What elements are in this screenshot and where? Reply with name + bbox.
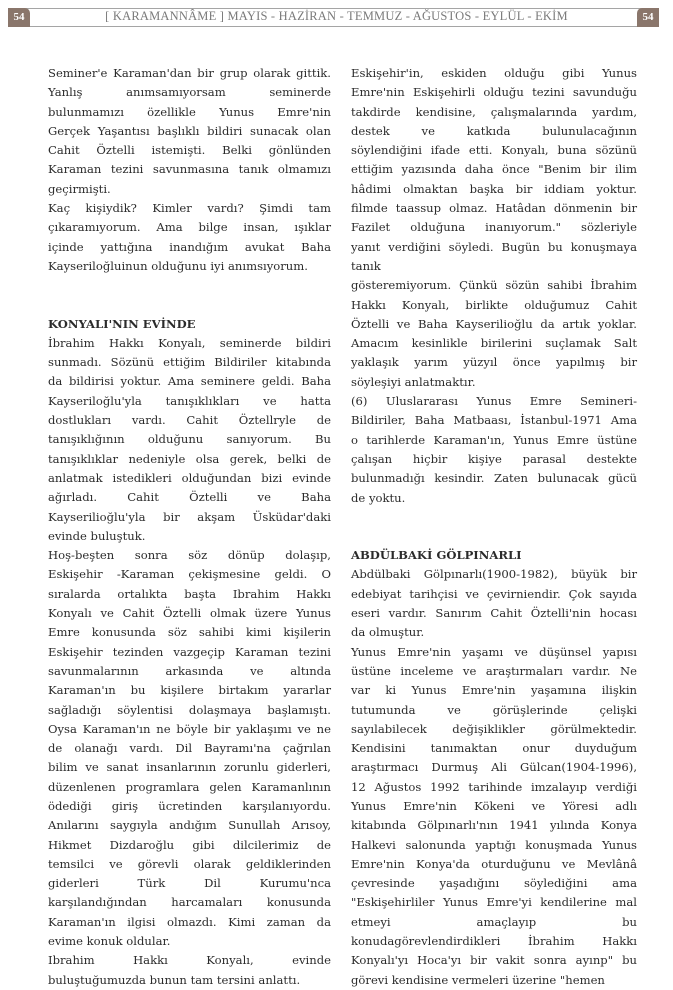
text-line: o tarihlerde Karaman'ın, Yunus Emre üstüne (351, 432, 637, 447)
text-line: Kendisini tanımaktan onur duyduğum (351, 741, 637, 756)
text-line: tutumunda ve görüşlerinde çelişki (351, 702, 637, 717)
text-line: görevi kendisine vermeleri üzerine "hemen (351, 972, 605, 987)
text-line: savunmalarının arkasında ve altında (48, 663, 331, 678)
text-line: filmde taassup olmaz. Hatâdan dönmenin bir (351, 201, 637, 216)
text-line: temsilci ve görevli olarak geldiklerinden (48, 856, 331, 871)
text-line: da bildirisi yoktur. Ama seminere geldi. Baha (48, 374, 331, 389)
footnote (351, 392, 637, 508)
text-line: ağırladı. Cahit Öztelli ve Baha (48, 490, 331, 505)
text-line: sıralarda ortalıkta başta Ibrahim Hakkı (48, 586, 331, 601)
text-line: Emre konusunda söz sahibi kimi kişilerin (48, 625, 331, 640)
text-line: Emre'nin Eskişehirli olduğu tezini savunduğu (351, 85, 637, 100)
page-number-right: 54 (637, 8, 659, 27)
text-line: giderleri Türk Dil Kurumu'nca (48, 876, 331, 891)
text-line: yaklaşık yarım yüzyıl önce yapılmış bir (351, 355, 637, 370)
text-line: anlatmak istedikleri olduğundan bizi evinde (48, 470, 331, 485)
text-line: içinde yattığına inandığım avukat Baha (48, 239, 331, 254)
section-heading: KONYALI'NIN EVİNDE (48, 316, 196, 331)
text-line: sunmadı. Sözünü ettiğim Bildiriler kitabında (48, 355, 331, 370)
right-column (351, 64, 637, 990)
text-line: buluştuğumuzda bunun tam tersini anlattı. (48, 972, 301, 987)
spacer (48, 276, 331, 295)
paragraph (351, 64, 637, 392)
text-line: dostlukları vardı. Cahit Öztellryle de (48, 413, 331, 428)
text-line: eseri vardır. Sanırım Cahit Öztelli'nin hocası (351, 606, 637, 621)
page-number-left: 54 (8, 8, 30, 27)
text-line: tanışıklıklar nedeniyle olsa gerek, belki de (48, 451, 331, 466)
text-line: Karaman'ın bu kişilere birtakım yararlar (48, 683, 331, 698)
text-line: Fazilet olduğuna inanıyorum." sözleriyle (351, 220, 637, 235)
text-line: de yoktu. (351, 490, 406, 505)
text-line: sağladığı söylentisi dolaşmaya başlamıştı. (48, 702, 331, 717)
text-line: tanışıklığının olduğunu sanıyorum. Bu (48, 432, 331, 447)
text-line: ettiğim yazısında daha önce "Benim bir ilim (351, 162, 637, 177)
section-heading: ABDÜLBAKİ GÖLPINARLI (351, 548, 522, 563)
text-line: Kaç kişiydik? Kimler vardı? Şimdi tam (48, 201, 331, 216)
text-line: üstüne inceleme ve araştırmaları vardır. Ne (351, 663, 637, 678)
text-line: Eskişehir tezinden vazgeçip Karaman tezini (48, 644, 331, 659)
text-line: destek ve katkıda bulunulacağının (351, 123, 637, 138)
spacer (351, 508, 637, 527)
text-line: hâdimi olmaktan başka bir iddiam yoktur. (351, 181, 637, 196)
text-line: Eskişehir'in, eskiden olduğu gibi Yunus (351, 66, 637, 80)
text-line: da olmuştur. (351, 625, 425, 640)
text-line: Gerçek Yaşantısı başlıklı bildiri sunacak olan (48, 123, 331, 138)
text-line: Oysa Karaman'ın ne böyle bir yaklaşımı ve ne (48, 721, 331, 736)
text-line: konudagörevlendirdikleri İbrahim Hakkı (351, 934, 637, 949)
text-line: geçirmişti. (48, 181, 111, 196)
text-line: Emre'nin Konya'da oturduğunu ve Mevlânâ (351, 856, 637, 871)
text-line: Hoş-beşten sonra söz dönüp dolaşıp, (48, 548, 331, 563)
text-line: var ki Yunus Emre'nin yaşamına ilişkin (351, 683, 637, 698)
text-line: bulunmadığı kesindir. Zaten bulunacak gücü (351, 471, 637, 486)
text-line: Yunus Emre'nin yaşamı ve düşünsel yapısı (351, 644, 637, 659)
text-line: Bildiriler, Baha Matbaası, İstanbul-1971 Ama (351, 413, 637, 428)
text-line: karşılandığından harcamaları konusunda (48, 895, 331, 910)
text-line: Yanlış anımsamıyorsam seminerde (48, 85, 331, 100)
text-line: Öztelli ve Baha Kayserilioğlu da artık yoklar. (351, 316, 637, 331)
text-line: yanıt verdiğini söyledi. Bugün bu konuşmaya (351, 239, 637, 254)
text-line: araştırmacı Durmuş Ali Gülcan(1904-1996), (351, 760, 637, 775)
text-line: (6) Uluslararası Yunus Emre Semineri- (351, 394, 637, 409)
text-line: Karaman'ın ilgisi olmazdı. Kimi zaman da (48, 914, 331, 929)
text-line: "Eskişehirliler Yunus Emre'yi kendilerine mal (351, 895, 637, 910)
text-line: söyleşiyi anlatmaktır. (351, 374, 476, 389)
paragraph (48, 334, 331, 546)
text-line: çıkaramıyorum. Ama bilge insan, ışıklar (48, 220, 331, 235)
text-line: Yunus Emre'nin Kökeni ve Yöresi adlı (351, 798, 637, 813)
text-line: Hakkı Konyalı, birlikte olduğumuz Cahit (351, 297, 637, 312)
text-line: kitabında Gölpınarlı'nın 1941 yılında Konya (351, 818, 637, 833)
text-line: Konyalı'yı Hoca'yı bir vakit sonra ayınp" bu (351, 953, 637, 968)
text-line: Abdülbaki Gölpınarlı(1900-1982), büyük bir (351, 567, 637, 582)
text-line: gösteremiyorum. Çünkü sözün sahibi İbrahim (351, 278, 637, 293)
text-line: ödediği giriş ücretinden karşılanıyordu. (48, 798, 331, 813)
text-line: de olanağı vardı. Dil Bayramı'na çağrılan (48, 741, 331, 756)
text-line: tanık (351, 258, 381, 273)
text-line: 12 Ağustos 1992 tarihinde imzalayıp verdiği (351, 779, 637, 794)
text-line: söylendiğini ifade etti. Konyalı, buna sözünü (351, 143, 637, 158)
paragraph (48, 546, 331, 951)
text-line: bulunmamızı özellikle Yunus Emre'nin (48, 104, 331, 119)
text-line: Kayseriloğluinun olduğunu iyi anımsıyorum. (48, 258, 308, 273)
paragraph (351, 565, 637, 642)
paragraph (48, 64, 331, 199)
text-line: Cahit Öztelli istemişti. Belki gönlünden (48, 143, 331, 158)
text-line: çevresinde yaşadığını söylediğini ama (351, 876, 637, 891)
text-line: etmeyi amaçlayıp bu (351, 914, 637, 929)
text-line: sayılabilecek değişiklikler görülmektedir. (351, 721, 637, 736)
text-line: Eskişehir -Karaman çekişmesine geldi. O (48, 567, 331, 582)
paragraph (48, 951, 331, 990)
left-column (48, 64, 331, 990)
text-line: İbrahim Hakkı Konyalı, seminerde bildiri (48, 335, 331, 350)
text-line: Anılarını saygıyla andığım Sunullah Arısoy, (48, 818, 331, 833)
text-line: evinde buluştuk. (48, 528, 146, 543)
text-line: düzenlenen programlara gelen Karamanlının (48, 779, 331, 794)
text-line: takdirde kendisine, çalışmalarında yardım, (351, 104, 637, 119)
text-line: Seminer'e Karaman'dan bir grup olarak gittik. (48, 66, 331, 80)
text-line: evime konuk oldular. (48, 934, 171, 949)
text-line: Hikmet Dizdaroğlu gibi dilcilerimiz de (48, 837, 331, 852)
text-line: çalışan hiçbir kişiye parasal destekte (351, 451, 637, 466)
text-line: Kayseriloğlu'yla tanışıklıkları ve hatta (48, 393, 331, 408)
text-line: edebiyat tarihçisi ve çevirniendir. Çok sayıda (351, 586, 637, 601)
text-line: Halkevi salonunda yaptığı konuşmada Yunus (351, 837, 637, 852)
text-line: Amacım kesinlikle birilerini suçlamak Salt (351, 336, 637, 351)
text-line: bilim ve sanat insanlarının zorunlu giderleri, (48, 760, 331, 775)
text-line: Ibrahim Hakkı Konyalı, evinde (48, 953, 331, 968)
text-line: Karaman tezini savunmasına tanık olmamızı (48, 162, 331, 177)
paragraph (48, 199, 331, 276)
paragraph (351, 643, 637, 990)
header-title: [ KARAMANNÂME ] MAYIS - HAZİRAN - TEMMUZ - AĞUSTOS - EYLÜL - EKİM (105, 9, 568, 23)
text-line: Kayserilioğlu'yla bir akşam Üsküdar'daki (48, 509, 331, 524)
text-line: Konyalı ve Cahit Öztelli olmak üzere Yunus (48, 606, 331, 621)
